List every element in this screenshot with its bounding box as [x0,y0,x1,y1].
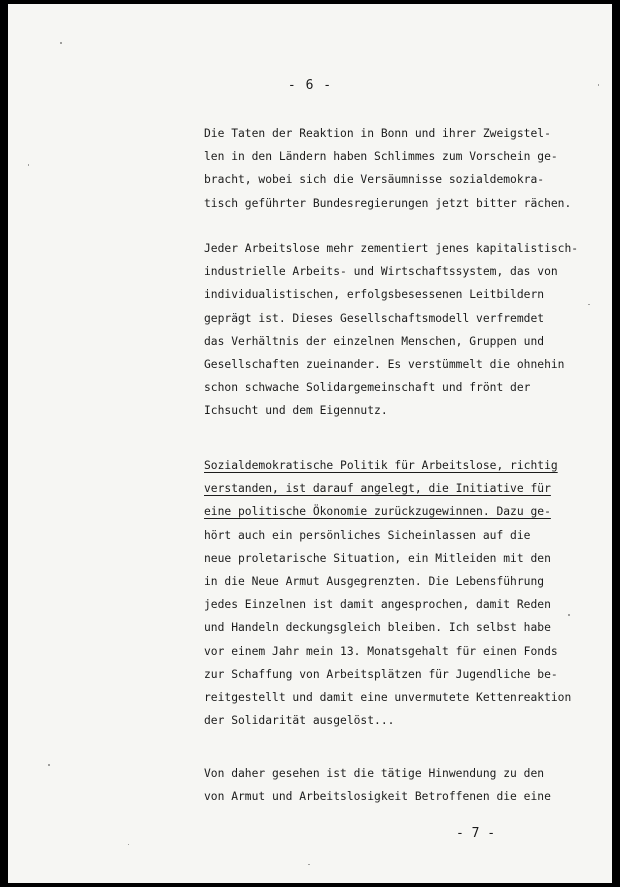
text-line: jedes Einzelnen ist damit angesprochen, damit Reden [204,598,551,612]
text-line: geprägt ist. Dieses Gesellschaftsmodell verfremdet [204,311,545,325]
paragraph-2 [204,237,578,423]
paragraph-4 [204,762,551,808]
scan-speck [48,764,50,766]
scan-speck [128,844,129,845]
text-line: Die Taten der Reaktion in Bonn und ihrer Zweigstel- [204,127,551,140]
scan-speck [308,864,310,865]
scan-speck [60,42,62,44]
underlined-text: eine politische Ökonomie zurückzugewinnen. Dazu ge- [204,505,551,519]
text-line: bracht, wobei sich die Versäumnisse sozialdemokra- [204,173,545,187]
underlined-text-line: Sozialdemokratische Politik für Arbeitslose, richtig [204,459,558,472]
text-line: der Solidarität ausgelöst... [204,714,395,728]
page-number: - 6 - [287,78,333,93]
text-line: Gesellschaften zueinander. Es verstümmelt die ohnehin [204,358,565,372]
next-page-reference: - 7 - [456,826,496,841]
text-line: Ichsucht und dem Eigennutz. [204,404,388,418]
text-line: len in den Ländern haben Schlimmes zum Vorschein ge- [204,150,558,164]
text-line: und Handeln deckungsgleich bleiben. Ich selbst habe [204,621,551,635]
text-line: von Armut und Arbeitslosigkeit Betroffenen die eine [204,790,551,804]
text-line: Jeder Arbeitslose mehr zementiert jenes kapitalistisch- [204,242,579,255]
paragraph-1 [204,122,571,215]
text-line: hört auch ein persönliches Sicheinlassen auf die [204,528,531,542]
text-line: das Verhältnis der einzelnen Menschen, Gruppen und [204,334,545,348]
scan-speck [28,164,29,166]
text-line: zur Schaffung von Arbeitsplätzen für Jugendliche be- [204,667,558,681]
text-line: tisch geführter Bundesregierungen jetzt bitter rächen. [204,196,572,210]
document-page [8,4,612,883]
text-line [204,500,571,523]
text-line: neue proletarische Situation, ein Mitleiden mit den [204,551,551,565]
text-line: schon schwache Solidargemeinschaft und frönt der [204,381,531,395]
underlined-text-line: verstanden, ist darauf angelegt, die Initiative für [204,482,551,496]
text-line: reitgestellt und damit eine unvermutete Kettenreaktion [204,691,572,705]
text-line: industrielle Arbeits- und Wirtschaftssystem, das von [204,265,558,279]
text-line: individualistischen, erfolgsbesessenen Leitbildern [204,288,545,302]
text-line: vor einem Jahr mein 13. Monatsgehalt für einen Fonds [204,644,558,658]
paragraph-3 [204,454,571,732]
text-line: in die Neue Armut Ausgegrenzten. Die Lebensführung [204,575,545,589]
text-line: Von daher gesehen ist die tätige Hinwendung zu den [204,767,545,780]
scan-speck [588,304,590,305]
